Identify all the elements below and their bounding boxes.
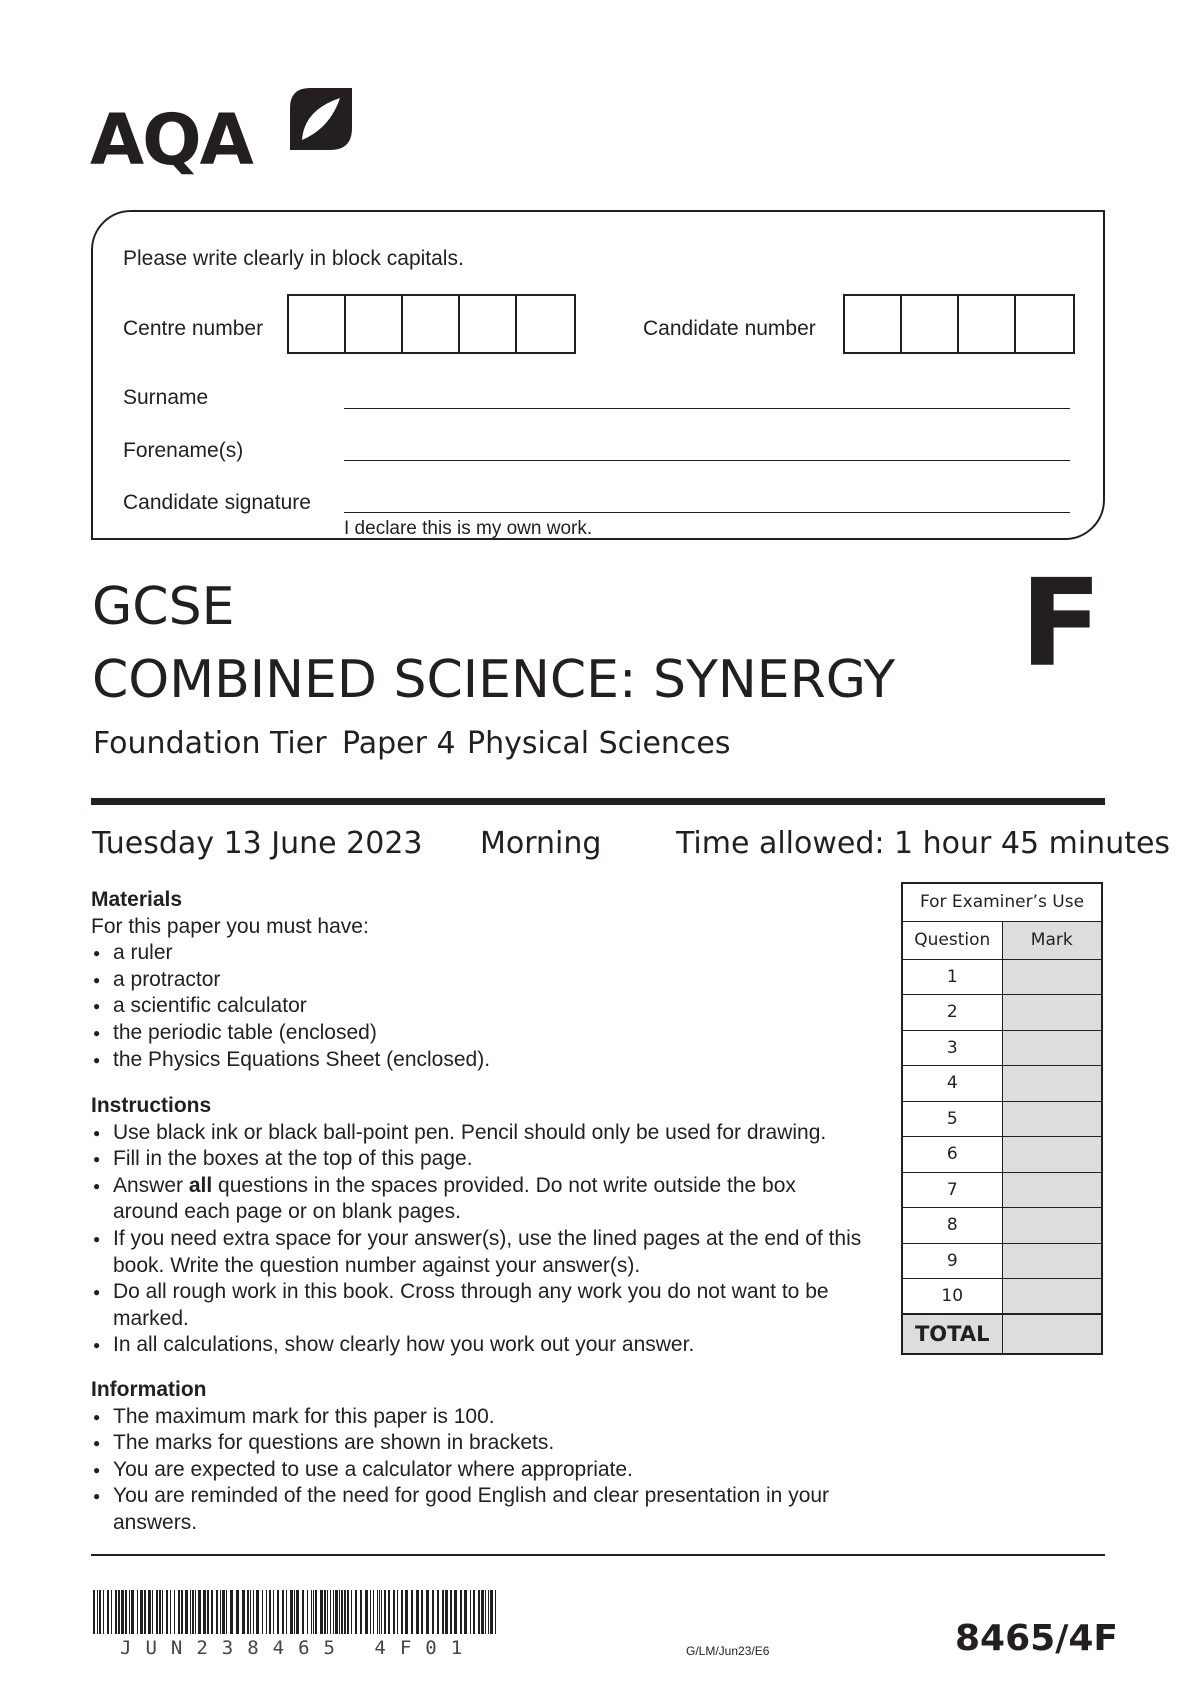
barcode-bar <box>495 1590 496 1634</box>
total-row <box>902 1314 1102 1354</box>
barcode-bar <box>253 1590 254 1634</box>
barcode-bar <box>421 1590 423 1634</box>
paper-code: 8465/4F <box>955 1618 1118 1659</box>
barcode-bar <box>327 1590 328 1634</box>
table-row <box>902 1066 1102 1102</box>
barcode-bar <box>159 1590 161 1634</box>
centre-digit-box[interactable] <box>460 296 517 352</box>
footer-divider <box>91 1554 1105 1556</box>
leaf-icon <box>290 88 352 150</box>
barcode-bar <box>125 1590 127 1634</box>
forenames-line[interactable] <box>344 460 1070 461</box>
signature-label: Candidate signature <box>123 491 311 514</box>
barcode-bar <box>302 1590 304 1634</box>
centre-digit-box[interactable] <box>289 296 346 352</box>
barcode-bar <box>174 1590 175 1634</box>
instructions-section <box>91 1093 881 1359</box>
barcode-bar <box>365 1590 368 1634</box>
barcode-bar <box>277 1590 279 1634</box>
barcode-bar <box>220 1590 221 1634</box>
barcode-bar <box>148 1590 151 1634</box>
centre-number-label: Centre number <box>123 317 264 340</box>
barcode-bar <box>381 1590 382 1634</box>
declaration-text: I declare this is my own work. <box>344 518 593 539</box>
barcode-bar <box>162 1590 163 1634</box>
candidate-digit-box[interactable] <box>959 296 1016 352</box>
list-item: ● You are reminded of the need for good English and clear presentation in your answers. <box>91 1483 851 1536</box>
forenames-label: Forename(s) <box>123 439 244 462</box>
answer-all-emphasis: all <box>188 1173 213 1197</box>
list-item: ● Use black ink or black ball-point pen. Pencil should only be used for drawing. <box>91 1120 881 1147</box>
barcode-bar <box>190 1590 191 1634</box>
barcode-bar <box>339 1590 340 1634</box>
barcode-bar <box>282 1590 284 1634</box>
barcode-bar <box>115 1590 117 1634</box>
barcode-bar <box>195 1590 196 1634</box>
examiner-table-title: For Examiner’s Use <box>902 883 1102 921</box>
subject-title: COMBINED SCIENCE: SYNERGY <box>92 650 896 710</box>
barcode-bar <box>107 1590 109 1634</box>
time-allowed: Time allowed: 1 hour 45 minutes <box>676 826 1171 861</box>
list-item: ● the periodic table (enclosed) <box>91 1020 891 1047</box>
table-row <box>902 1243 1102 1279</box>
answer-all-pre: Answer <box>113 1173 189 1197</box>
reference-code: G/LM/Jun23/E6 <box>686 1644 770 1658</box>
barcode-bar <box>485 1590 486 1634</box>
barcode-bar <box>344 1590 346 1634</box>
barcode-bar <box>207 1590 209 1634</box>
barcode-bar <box>170 1590 171 1634</box>
materials-intro: For this paper you must have: <box>91 914 369 938</box>
barcode-bar <box>211 1590 213 1634</box>
barcode-bar <box>490 1590 493 1634</box>
barcode-bar <box>481 1590 484 1634</box>
list-item: ● the Physics Equations Sheet (enclosed). <box>91 1047 891 1074</box>
candidate-digit-box[interactable] <box>845 296 902 352</box>
barcode-bar <box>131 1590 134 1634</box>
barcode-bar <box>144 1590 146 1634</box>
heading-divider <box>91 798 1105 805</box>
barcode-bar <box>93 1590 95 1634</box>
list-item <box>91 1173 881 1226</box>
barcode-bar <box>379 1590 380 1634</box>
barcode-bar <box>405 1590 408 1634</box>
candidate-digit-box[interactable] <box>1016 296 1073 352</box>
barcode-bar <box>166 1590 168 1634</box>
barcode-bar <box>192 1590 194 1634</box>
barcode-bar <box>370 1590 371 1634</box>
total-label: TOTAL <box>902 1314 1002 1354</box>
list-item: ● Fill in the boxes at the top of this page. <box>91 1146 881 1173</box>
barcode-bar <box>445 1590 448 1634</box>
mark-cell <box>1002 1279 1102 1315</box>
logo-text: AQA <box>90 99 252 181</box>
barcode-text: JUN238465 4F01 <box>120 1637 477 1659</box>
candidate-digit-box[interactable] <box>902 296 959 352</box>
barcode-bar <box>313 1590 314 1634</box>
barcode-bar <box>401 1590 403 1634</box>
mark-column-header: Mark <box>1002 921 1102 959</box>
exam-date: Tuesday 13 June 2023 <box>92 826 423 861</box>
list-item: ● The maximum mark for this paper is 100. <box>91 1404 851 1431</box>
instructions-heading: Instructions <box>91 1094 212 1117</box>
barcode-bar <box>315 1590 317 1634</box>
table-row <box>902 1137 1102 1173</box>
mark-cell <box>1002 995 1102 1031</box>
barcode-bar <box>97 1590 98 1634</box>
barcode-bar <box>262 1590 263 1634</box>
question-number: 7 <box>902 1172 1002 1208</box>
barcode-bar <box>152 1590 153 1634</box>
barcode-bar <box>111 1590 112 1634</box>
barcode-bar <box>360 1590 362 1634</box>
barcode-bar <box>470 1590 471 1634</box>
table-row <box>902 1279 1102 1315</box>
mark-cell <box>1002 1208 1102 1244</box>
question-number: 8 <box>902 1208 1002 1244</box>
list-item: ● Do all rough work in this book. Cross through any work you do not want to be marked. <box>91 1279 881 1332</box>
question-number: 9 <box>902 1243 1002 1279</box>
barcode-bar <box>464 1590 467 1634</box>
barcode-bar <box>222 1590 225 1634</box>
candidate-number-label: Candidate number <box>643 317 816 340</box>
barcode-bar <box>473 1590 475 1634</box>
barcode-bar <box>478 1590 480 1634</box>
barcode-bar <box>320 1590 323 1634</box>
barcode-bar <box>140 1590 143 1634</box>
qualification-title: GCSE <box>92 577 235 637</box>
question-number: 1 <box>902 959 1002 995</box>
list-item: ● a scientific calculator <box>91 993 891 1020</box>
barcode-bar <box>311 1590 312 1634</box>
barcode <box>93 1590 501 1634</box>
question-number: 3 <box>902 1030 1002 1066</box>
barcode-bar <box>335 1590 338 1634</box>
list-item: ● The marks for questions are shown in brackets. <box>91 1430 851 1457</box>
barcode-bar <box>198 1590 201 1634</box>
barcode-bar <box>351 1590 352 1634</box>
centre-digit-box[interactable] <box>346 296 403 352</box>
barcode-bar <box>156 1590 158 1634</box>
barcode-bar <box>203 1590 206 1634</box>
aqa-logo <box>90 88 360 188</box>
question-number: 10 <box>902 1279 1002 1315</box>
materials-section <box>91 887 891 1073</box>
barcode-bar <box>178 1590 180 1634</box>
barcode-bar <box>118 1590 120 1634</box>
barcode-bar <box>307 1590 308 1634</box>
table-row <box>902 1208 1102 1244</box>
list-item: ● a protractor <box>91 967 891 994</box>
barcode-bar <box>411 1590 413 1634</box>
barcode-bar <box>250 1590 251 1634</box>
examiner-use-table <box>901 882 1103 1355</box>
barcode-bar <box>290 1590 293 1634</box>
exam-session: Morning <box>480 826 602 861</box>
centre-digit-box[interactable] <box>517 296 574 352</box>
barcode-bar <box>384 1590 386 1634</box>
barcode-bar <box>181 1590 183 1634</box>
table-row <box>902 1030 1102 1066</box>
barcode-bar <box>236 1590 239 1634</box>
barcode-bar <box>442 1590 444 1634</box>
barcode-bar <box>294 1590 295 1634</box>
barcode-bar <box>185 1590 188 1634</box>
barcode-bar <box>247 1590 249 1634</box>
question-number: 4 <box>902 1066 1002 1102</box>
barcode-bar <box>373 1590 374 1634</box>
barcode-bar <box>333 1590 334 1634</box>
barcode-bar <box>137 1590 138 1634</box>
paper-label: Paper 4 <box>342 726 456 761</box>
barcode-bar <box>388 1590 390 1634</box>
paper-title: Physical Sciences <box>467 726 731 761</box>
barcode-bar <box>103 1590 104 1634</box>
barcode-bar <box>450 1590 452 1634</box>
table-row <box>902 959 1102 995</box>
barcode-bar <box>99 1590 101 1634</box>
barcode-bar <box>216 1590 218 1634</box>
barcode-bar <box>347 1590 349 1634</box>
mark-cell <box>1002 1066 1102 1102</box>
mark-cell <box>1002 959 1102 995</box>
barcode-bar <box>286 1590 287 1634</box>
table-row <box>902 995 1102 1031</box>
barcode-bar <box>341 1590 343 1634</box>
mark-cell <box>1002 1172 1102 1208</box>
question-column-header: Question <box>902 921 1002 959</box>
information-heading: Information <box>91 1378 207 1401</box>
question-number: 5 <box>902 1101 1002 1137</box>
barcode-bar <box>397 1590 398 1634</box>
block-capitals-instruction: Please write clearly in block capitals. <box>123 247 464 270</box>
barcode-bar <box>454 1590 457 1634</box>
instructions-list <box>91 1120 881 1359</box>
barcode-bar <box>460 1590 462 1634</box>
barcode-bar <box>269 1590 271 1634</box>
list-item: ● In all calculations, show clearly how you work out your answer. <box>91 1332 881 1359</box>
materials-heading: Materials <box>91 888 183 911</box>
list-item: ● a ruler <box>91 940 891 967</box>
barcode-bar <box>488 1590 489 1634</box>
barcode-bar <box>296 1590 299 1634</box>
barcode-bar <box>242 1590 245 1634</box>
table-row <box>902 1172 1102 1208</box>
information-list <box>91 1404 851 1537</box>
candidate-number-boxes[interactable] <box>843 294 1075 354</box>
barcode-bar <box>377 1590 378 1634</box>
surname-line[interactable] <box>344 408 1070 409</box>
barcode-bar <box>393 1590 395 1634</box>
barcode-bar <box>256 1590 259 1634</box>
barcode-bar <box>324 1590 326 1634</box>
barcode-bar <box>416 1590 419 1634</box>
list-item: ● If you need extra space for your answer(s), use the lined pages at the end of this book. Write the question number against your answer(s). <box>91 1226 881 1279</box>
mark-cell <box>1002 1137 1102 1173</box>
barcode-bar <box>355 1590 357 1634</box>
mark-cell <box>1002 1243 1102 1279</box>
barcode-bar <box>129 1590 130 1634</box>
barcode-bar <box>432 1590 434 1634</box>
barcode-bar <box>226 1590 227 1634</box>
barcode-bar <box>330 1590 331 1634</box>
mark-cell <box>1002 1030 1102 1066</box>
tier-letter: F <box>1020 555 1102 694</box>
tier-label: Foundation Tier <box>93 726 327 761</box>
question-number: 2 <box>902 995 1002 1031</box>
information-section <box>91 1377 851 1537</box>
surname-label: Surname <box>123 386 209 409</box>
barcode-bar <box>230 1590 233 1634</box>
barcode-bar <box>426 1590 429 1634</box>
question-number: 6 <box>902 1137 1002 1173</box>
barcode-bar <box>121 1590 124 1634</box>
answer-all-post: questions in the spaces provided. Do not write outside the box around each page or on blank pages. <box>113 1173 796 1224</box>
centre-digit-box[interactable] <box>403 296 460 352</box>
list-item: ● You are expected to use a calculator where appropriate. <box>91 1457 851 1484</box>
barcode-bar <box>437 1590 439 1634</box>
materials-list <box>91 940 891 1073</box>
total-mark-cell <box>1002 1314 1102 1354</box>
barcode-bar <box>266 1590 267 1634</box>
barcode-bar <box>273 1590 274 1634</box>
table-row <box>902 1101 1102 1137</box>
centre-number-boxes[interactable] <box>287 294 576 354</box>
signature-line[interactable] <box>344 512 1070 513</box>
mark-cell <box>1002 1101 1102 1137</box>
